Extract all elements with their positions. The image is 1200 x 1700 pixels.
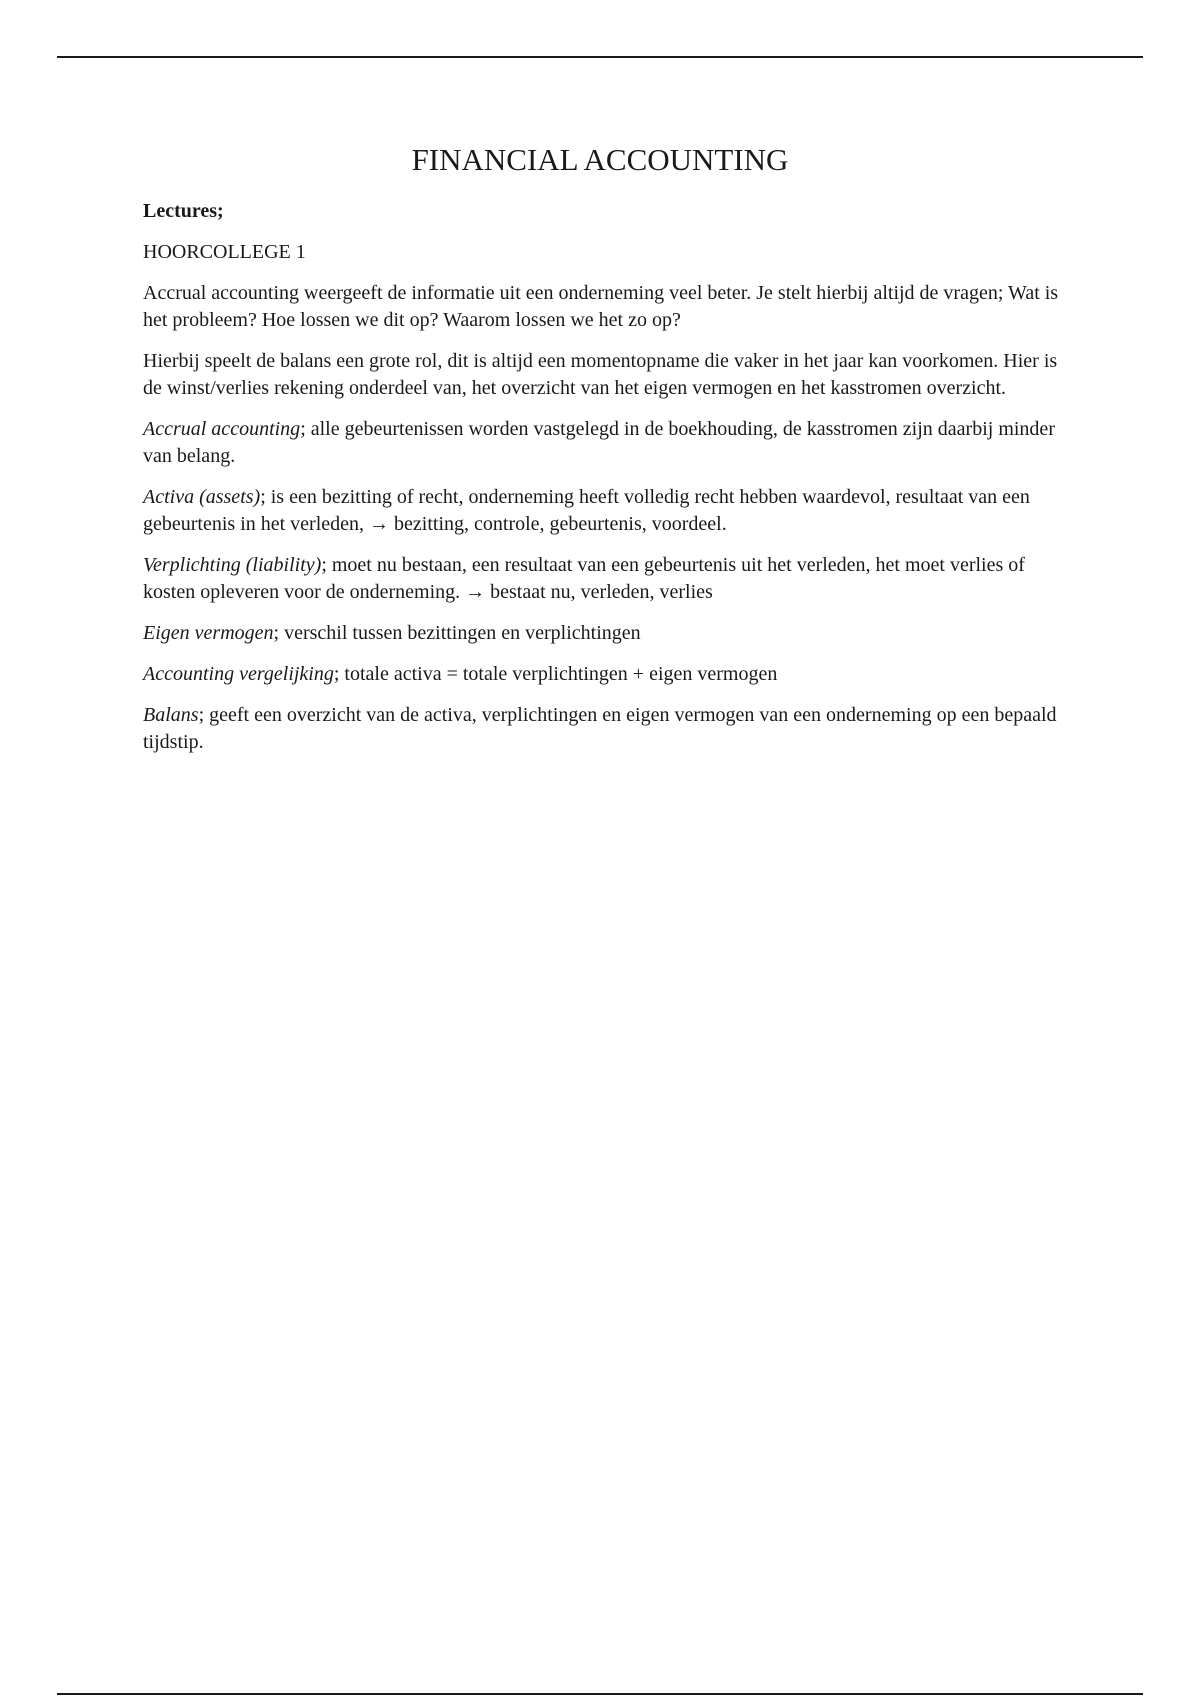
definition-eigen-vermogen (143, 620, 1063, 647)
section-heading: Lectures; (143, 200, 224, 222)
definition-accrual-accounting (143, 416, 1063, 470)
definition-term: Balans (143, 704, 199, 726)
definition-term: Activa (assets) (143, 486, 261, 508)
definition-term: Accounting vergelijking (143, 663, 334, 685)
definition-text: ; geeft een overzicht van de activa, verplichtingen en eigen vermogen van een onderneming op een bepaald tijdstip. (143, 704, 1057, 753)
definition-term: Accrual accounting (143, 418, 301, 440)
page-title: FINANCIAL ACCOUNTING (411, 142, 789, 177)
definition-text: ; verschil tussen bezittingen en verplichtingen (273, 622, 641, 644)
definition-activa (143, 484, 1063, 538)
document-body (143, 198, 1063, 770)
definition-text: ; alle gebeurtenissen worden vastgelegd in de boekhouding, de kasstromen zijn daarbij minder van belang. (143, 418, 1055, 467)
paragraph-accrual-intro: Accrual accounting weergeeft de informatie uit een onderneming veel beter. Je stelt hierbij altijd de vragen; Wat is het probleem? Hoe lossen we dit op? Waarom lossen we het zo op? (143, 282, 1059, 331)
footer-rule (57, 1693, 1143, 1695)
definition-verplichting (143, 552, 1063, 606)
lecture-heading: HOORCOLLEGE 1 (143, 241, 306, 263)
definition-accounting-vergelijking (143, 661, 1063, 688)
header-rule (57, 56, 1143, 58)
definition-term: Verplichting (liability) (143, 554, 322, 576)
definition-text: ; moet nu bestaan, een resultaat van een gebeurtenis uit het verleden, het moet verlies of kosten opleveren voor de onderneming. → bestaat nu, verleden, verlies (143, 554, 1025, 603)
definition-text: ; is een bezitting of recht, onderneming heeft volledig recht hebben waardevol, resultaat van een gebeurtenis in het verleden, → bezitting, controle, gebeurtenis, voordeel. (143, 486, 1030, 535)
paragraph-balans-intro: Hierbij speelt de balans een grote rol, dit is altijd een momentopname die vaker in het jaar kan voorkomen. Hier is de winst/verlies rekening onderdeel van, het overzicht van het eigen vermogen en het kasstromen overzicht. (143, 350, 1058, 399)
definition-term: Eigen vermogen (143, 622, 274, 644)
definition-text: ; totale activa = totale verplichtingen + eigen vermogen (333, 663, 778, 685)
definition-balans (143, 702, 1063, 756)
